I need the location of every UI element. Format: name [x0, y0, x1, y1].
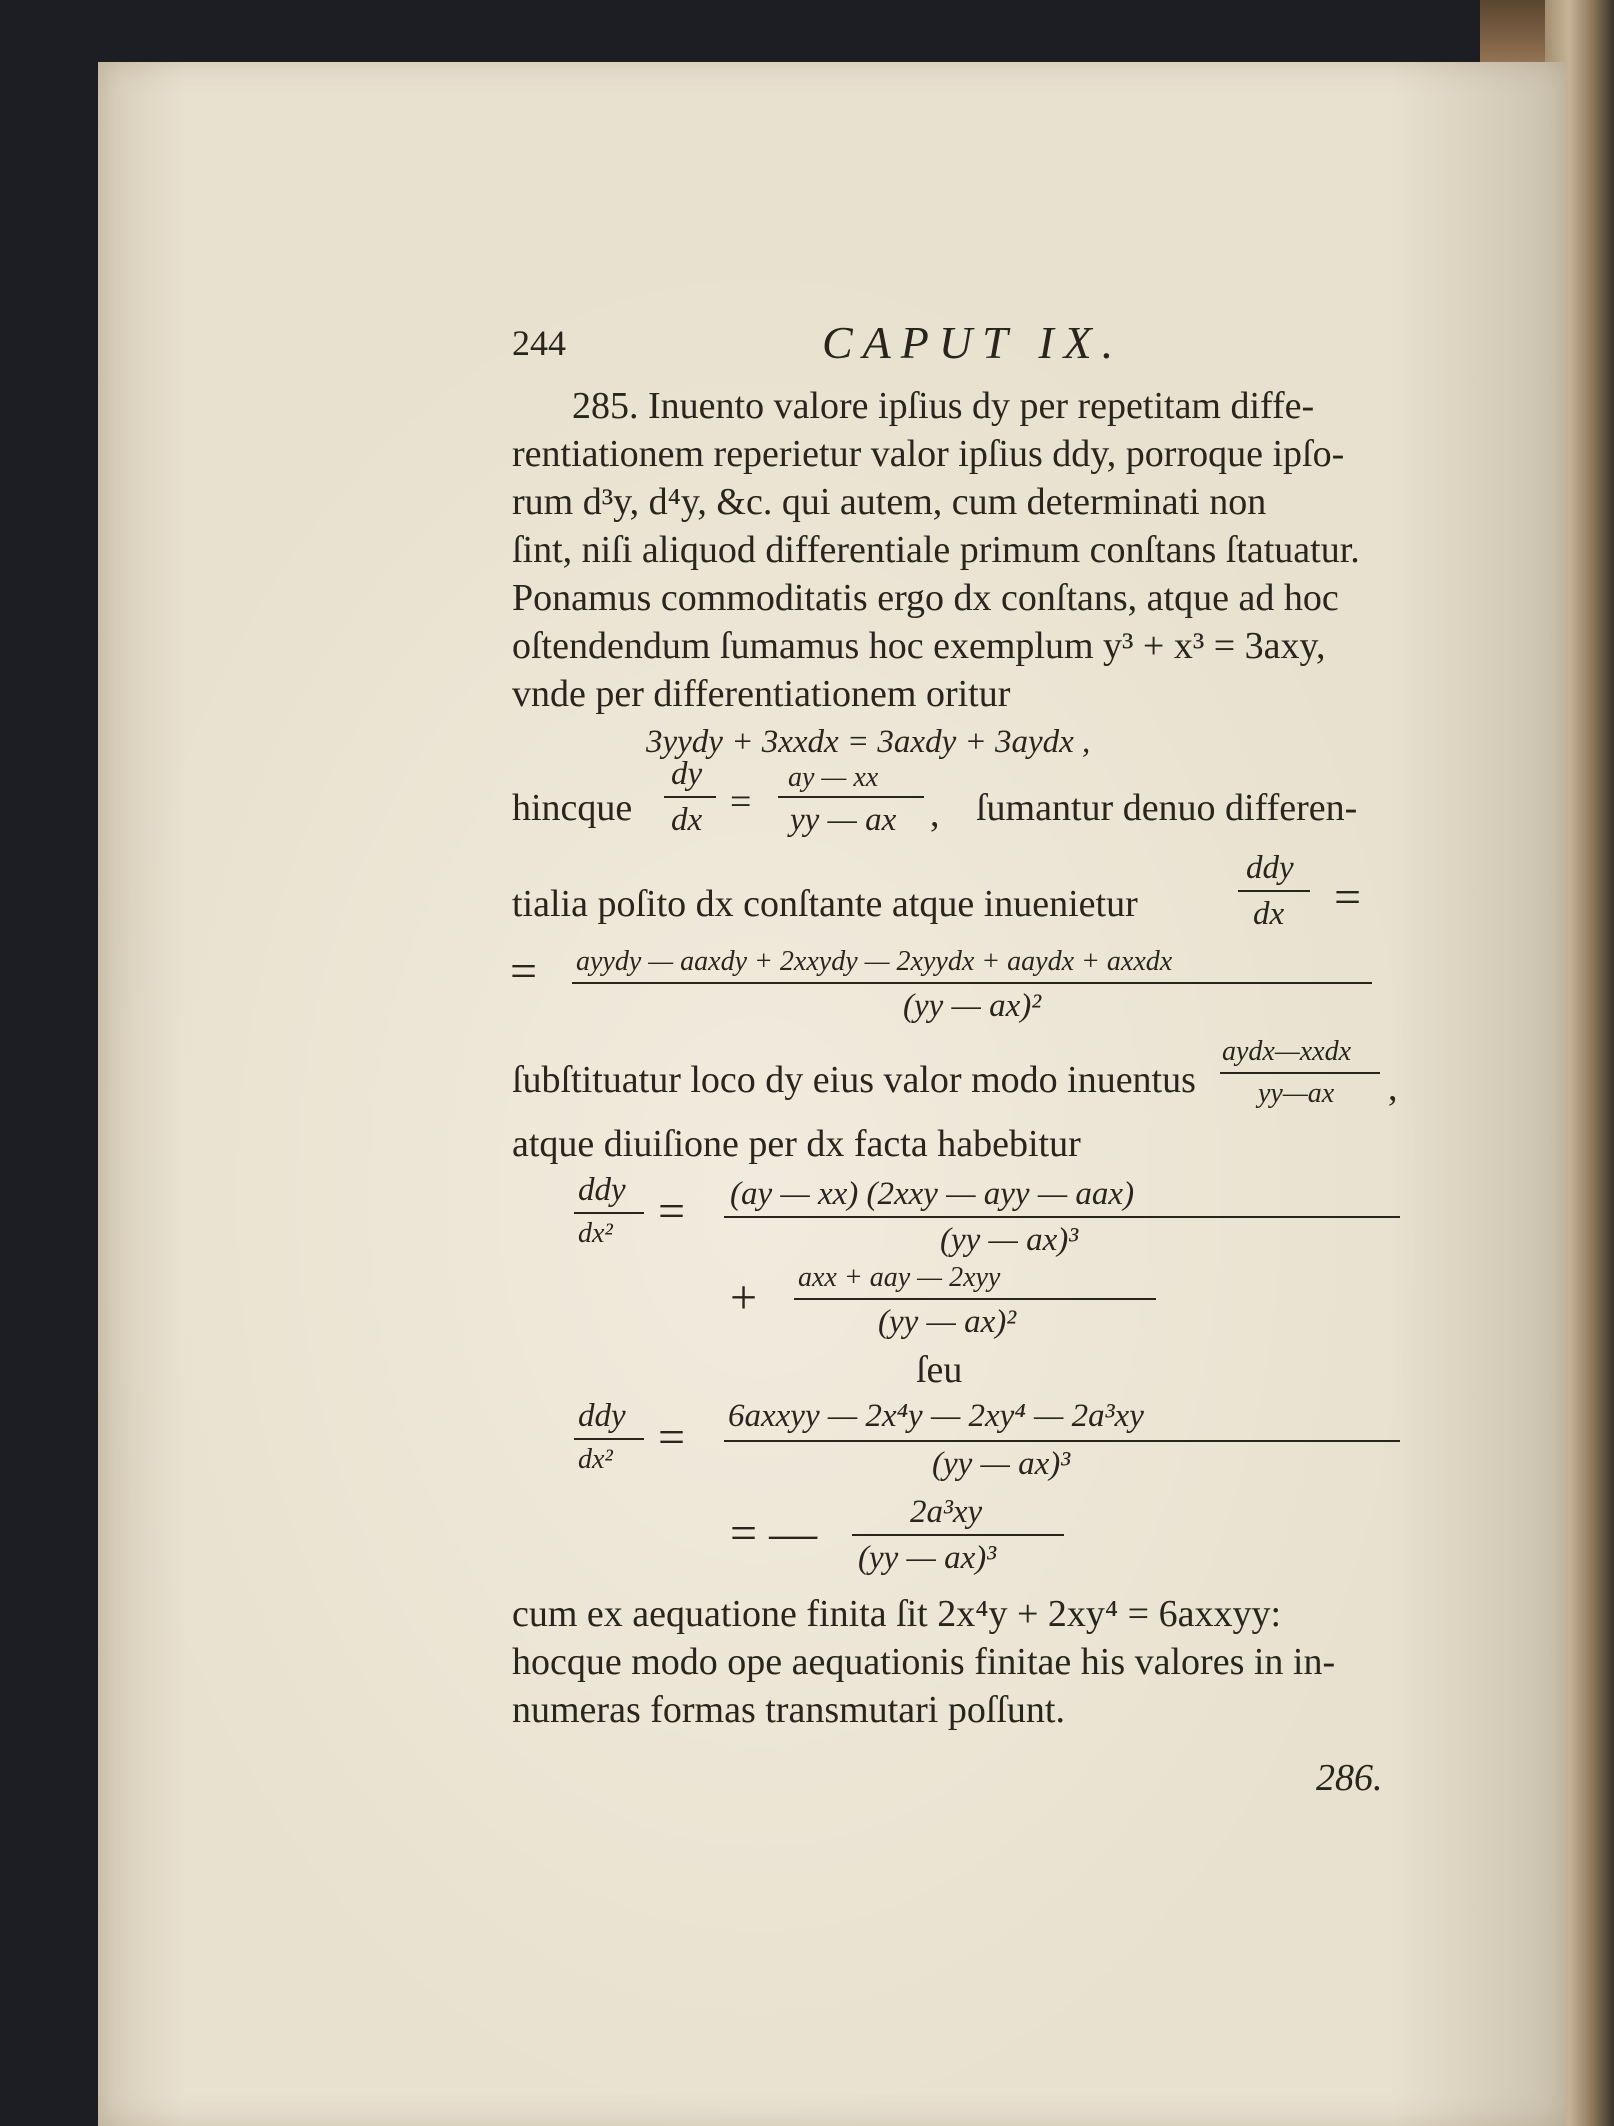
- eq6-denominator: (yy — ax)³: [858, 1540, 997, 1576]
- eq4-frac-line: [794, 1298, 1156, 1300]
- eq3-equals: =: [658, 1185, 686, 1238]
- eq2-lead: =: [510, 945, 538, 998]
- equation-differentiation: 3yydy + 3xxdx = 3axdy + 3aydx ,: [646, 724, 1091, 760]
- hincque-tail: ſumantur denuo differen-: [976, 787, 1358, 829]
- paragraph-line-5: Ponamus commoditatis ergo dx conſtans, atque ad hoc: [512, 577, 1339, 619]
- frac-ddy-dx-line: [1238, 890, 1310, 892]
- eq4-numerator: axx + aay — 2xyy: [798, 1262, 1001, 1293]
- eq6-numerator: 2a³xy: [910, 1494, 983, 1530]
- eq3-lhs-line: [574, 1212, 644, 1214]
- eq3-denominator: (yy — ax)³: [940, 1222, 1079, 1258]
- comma: ,: [930, 793, 940, 835]
- eq2-frac-line: [572, 982, 1372, 984]
- eq5-lhs-den: dx²: [578, 1444, 613, 1475]
- closing-line-1: cum ex aequatione finita ſit 2x⁴y + 2xy⁴ = 6axxyy:: [512, 1593, 1282, 1635]
- eq5-lhs-line: [574, 1438, 644, 1440]
- frac-ddy-num: ddy: [1246, 850, 1294, 886]
- subst-comma: ,: [1388, 1067, 1398, 1109]
- eq5-numerator: 6axxyy — 2x⁴y — 2xy⁴ — 2a³xy: [728, 1398, 1144, 1434]
- equals-sign-2: =: [1334, 871, 1362, 924]
- book-page: [98, 62, 1566, 2126]
- tialia-line: tialia poſito dx conſtante atque inuenietur: [512, 883, 1138, 925]
- subst-frac-line: [1220, 1072, 1380, 1074]
- page-number: 244: [512, 323, 566, 363]
- eq2-numerator: ayydy — aaxdy + 2xxydy — 2xyydx + aaydx + axxdx: [576, 946, 1173, 977]
- eq3-lhs-den: dx²: [578, 1218, 613, 1249]
- paragraph-line-7: vnde per differentiationem oritur: [512, 673, 1011, 715]
- eq3-numerator: (ay — xx) (2xxy — ayy — aax): [730, 1176, 1135, 1212]
- eq3-frac-line: [724, 1216, 1400, 1218]
- closing-line-2: hocque modo ope aequationis finitae his valores in in-: [512, 1641, 1336, 1683]
- paragraph-line-6: oſtendendum ſumamus hoc exemplum y³ + x³ = 3axy,: [512, 625, 1326, 667]
- paragraph-line-2: rentiationem reperietur valor ipſius ddy, porroque ipſo-: [512, 433, 1345, 475]
- frac-rhs-num: ay — xx: [788, 762, 879, 793]
- eq2-denominator: (yy — ax)²: [903, 988, 1042, 1024]
- eq6-equals-minus: = —: [730, 1507, 818, 1560]
- eq4-plus: +: [730, 1271, 758, 1324]
- word-seu: ſeu: [916, 1349, 963, 1391]
- frac-rhs-den: yy — ax: [790, 802, 897, 838]
- paragraph-line-1: 285. Inuento valore ipſius dy per repetitam diffe-: [572, 385, 1315, 427]
- eq5-lhs-num: ddy: [578, 1398, 626, 1434]
- eq5-denominator: (yy — ax)³: [932, 1446, 1071, 1482]
- closing-line-3: numeras formas transmutari poſſunt.: [512, 1689, 1065, 1731]
- eq5-frac-line: [724, 1440, 1400, 1442]
- frac-dx-den-2: dx: [1253, 896, 1285, 932]
- substituatur-line: ſubſtituatur loco dy eius valor modo inuentus: [512, 1059, 1196, 1101]
- atque-line: atque diuiſione per dx facta habebitur: [512, 1123, 1081, 1165]
- eq6-frac-line: [852, 1534, 1064, 1536]
- frac-dy-num: dy: [671, 756, 703, 792]
- catchword: 286.: [1316, 1757, 1383, 1799]
- frac-rhs-line: [778, 796, 924, 798]
- subst-frac-num: aydx—xxdx: [1222, 1036, 1352, 1067]
- frac-dx-den: dx: [671, 802, 703, 838]
- paragraph-line-3: rum d³y, d⁴y, &c. qui autem, cum determinati non: [512, 481, 1267, 523]
- chapter-title: CAPUT IX.: [822, 317, 1124, 368]
- subst-frac-den: yy—ax: [1258, 1078, 1335, 1109]
- eq3-lhs-num: ddy: [578, 1172, 626, 1208]
- word-hincque: hincque: [512, 787, 633, 829]
- frac-dy-dx-line: [664, 796, 716, 798]
- equals-sign: =: [730, 781, 752, 823]
- eq5-equals: =: [658, 1411, 686, 1464]
- eq4-denominator: (yy — ax)²: [878, 1304, 1017, 1340]
- paragraph-line-4: ſint, niſi aliquod differentiale primum conſtans ſtatuatur.: [512, 529, 1360, 571]
